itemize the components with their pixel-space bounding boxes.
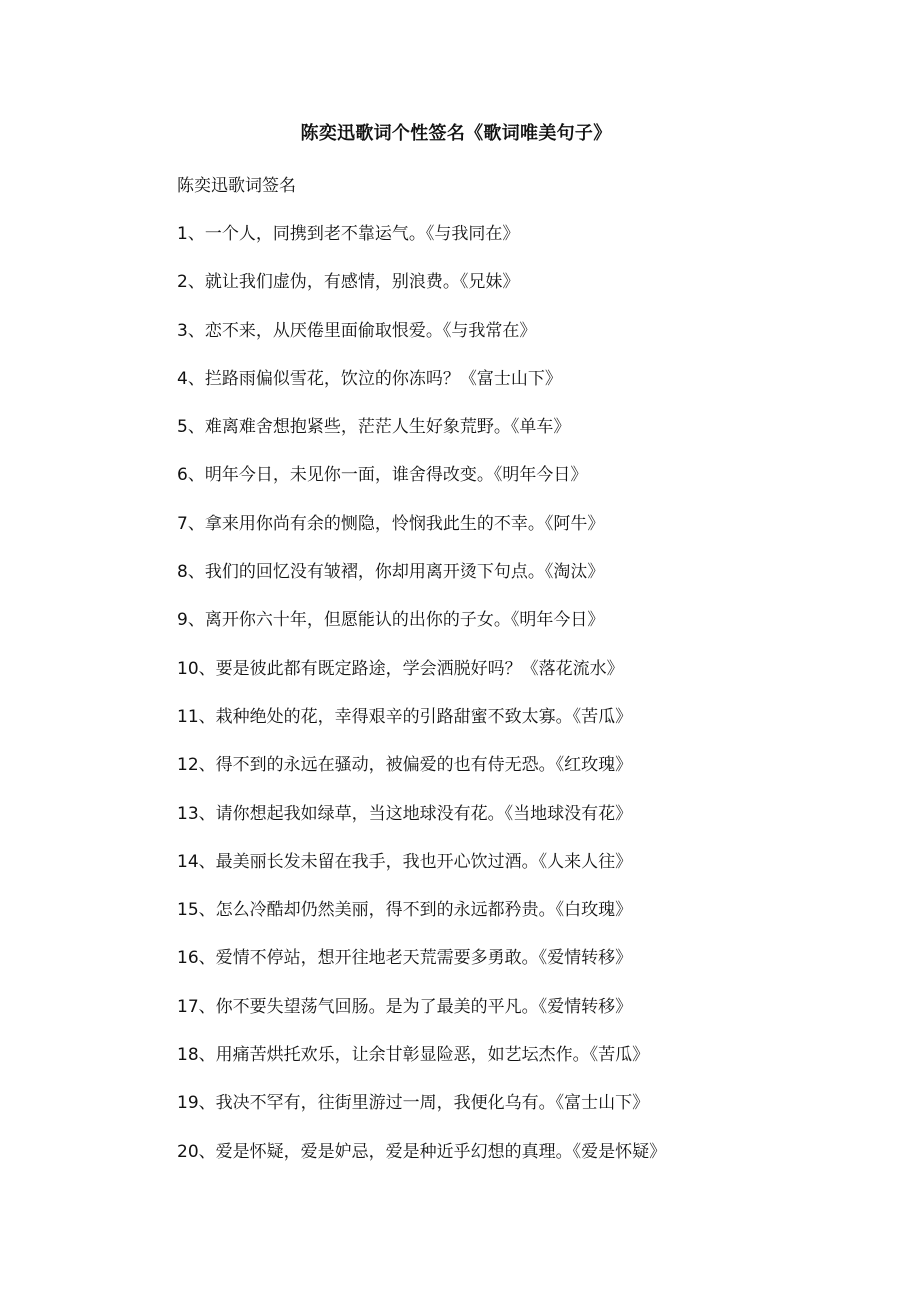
lyric-item-15: 15、怎么冷酷却仍然美丽，得不到的永远都矜贵。《白玫瑰》 (177, 900, 633, 921)
lyric-item-3: 3、恋不来，从厌倦里面偷取恨爱。《与我常在》 (177, 320, 537, 341)
lyric-item-4: 4、拦路雨偏似雪花，饮泣的你冻吗？《富士山下》 (177, 368, 562, 389)
lyric-item-8: 8、我们的回忆没有皱褶，你却用离开烫下句点。《淘汰》 (177, 562, 605, 583)
lyric-item-14: 14、最美丽长发未留在我手，我也开心饮过酒。《人来人往》 (177, 851, 633, 872)
document-title: 陈奕迅歌词个性签名《歌词唯美句子》 (300, 123, 612, 144)
lyric-item-2: 2、就让我们虚伪，有感情，别浪费。《兄妹》 (177, 272, 520, 293)
lyric-item-20: 20、爱是怀疑，爱是妒忌，爱是种近乎幻想的真理。《爱是怀疑》 (177, 1141, 667, 1162)
lyric-item-9: 9、离开你六十年，但愿能认的出你的子女。《明年今日》 (177, 610, 605, 631)
lyric-item-19: 19、我决不罕有，往街里游过一周，我便化乌有。《富士山下》 (177, 1093, 650, 1114)
lyric-item-17: 17、你不要失望荡气回肠。是为了最美的平凡。《爱情转移》 (177, 996, 633, 1017)
lyric-item-11: 11、栽种绝处的花，幸得艰辛的引路甜蜜不致太寡。《苦瓜》 (177, 706, 633, 727)
lyric-item-13: 13、请你想起我如绿草，当这地球没有花。《当地球没有花》 (177, 803, 633, 824)
lyric-item-12: 12、得不到的永远在骚动，被偏爱的也有侍无恐。《红玫瑰》 (177, 755, 633, 776)
document-subtitle: 陈奕迅歌词签名 (177, 176, 296, 196)
lyric-item-5: 5、难离难舍想抱紧些，茫茫人生好象荒野。《单车》 (177, 417, 571, 438)
lyric-list (177, 221, 666, 1187)
lyric-item-1: 1、一个人，同携到老不靠运气。《与我同在》 (177, 224, 520, 244)
lyric-item-18: 18、用痛苦烘托欢乐，让余甘彰显险恶，如艺坛杰作。《苦瓜》 (177, 1045, 650, 1066)
lyric-item-6: 6、明年今日，未见你一面，谁舍得改变。《明年今日》 (177, 465, 588, 486)
lyric-item-16: 16、爱情不停站，想开往地老天荒需要多勇敢。《爱情转移》 (177, 948, 633, 969)
lyric-item-10: 10、要是彼此都有既定路途，学会洒脱好吗？《落花流水》 (177, 658, 624, 679)
lyric-item-7: 7、拿来用你尚有余的恻隐，怜悯我此生的不幸。《阿牛》 (177, 513, 605, 534)
